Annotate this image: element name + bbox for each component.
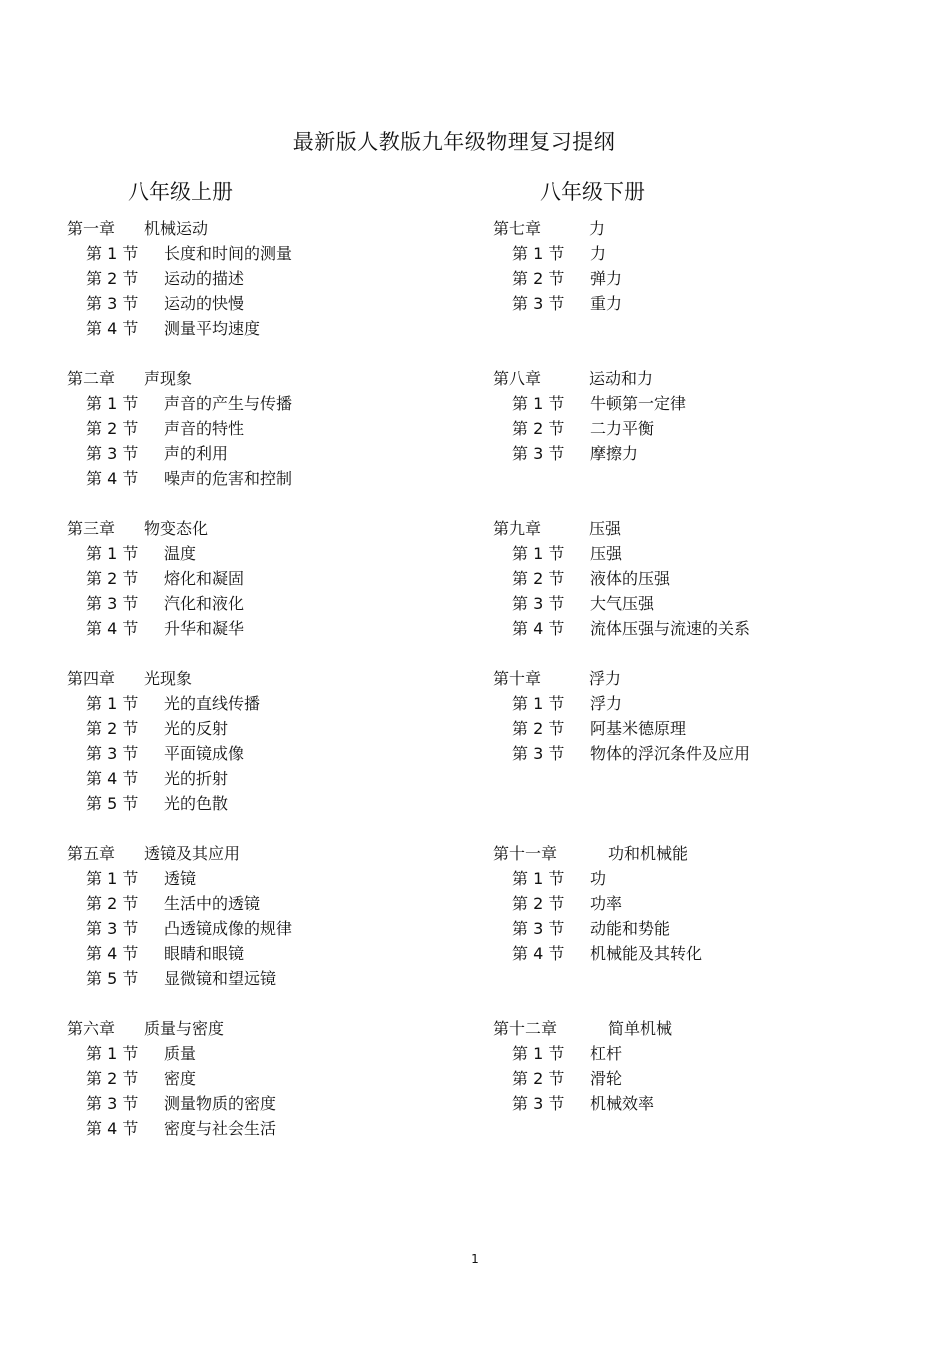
section-name: 滑轮 xyxy=(590,1069,623,1088)
section-name: 生活中的透镜 xyxy=(164,894,261,913)
section-label: 第 1 节 xyxy=(512,244,565,263)
section-label: 第 4 节 xyxy=(512,944,565,963)
chapter-name: 机械运动 xyxy=(144,219,209,238)
chapter-block xyxy=(67,216,467,341)
chapter-name: 透镜及其应用 xyxy=(144,844,241,863)
section-label: 第 4 节 xyxy=(86,1119,139,1138)
section-name: 动能和势能 xyxy=(590,919,671,938)
chapter-block xyxy=(493,216,893,341)
section-label: 第 1 节 xyxy=(86,869,139,888)
chapter-block xyxy=(493,516,893,641)
section-item xyxy=(493,1066,893,1091)
section-label: 第 2 节 xyxy=(512,569,565,588)
section-name: 温度 xyxy=(164,544,197,563)
chapter-name: 物变态化 xyxy=(144,519,209,538)
section-item xyxy=(67,591,467,616)
section-item xyxy=(493,616,893,641)
chapter-block xyxy=(67,841,467,991)
section-name: 机械效率 xyxy=(590,1094,655,1113)
section-label: 第 1 节 xyxy=(86,544,139,563)
chapter-label: 第十章 xyxy=(493,669,542,688)
section-item xyxy=(493,741,893,766)
section-label: 第 2 节 xyxy=(512,719,565,738)
section-name: 测量物质的密度 xyxy=(164,1094,277,1113)
section-item xyxy=(493,1041,893,1066)
section-name: 阿基米德原理 xyxy=(590,719,687,738)
section-label: 第 2 节 xyxy=(86,894,139,913)
section-label: 第 1 节 xyxy=(86,394,139,413)
section-item xyxy=(67,866,467,891)
section-item xyxy=(493,266,893,291)
section-label: 第 2 节 xyxy=(86,419,139,438)
section-item xyxy=(67,1116,467,1141)
section-name: 显微镜和望远镜 xyxy=(164,969,277,988)
section-label: 第 3 节 xyxy=(86,594,139,613)
chapter-heading xyxy=(493,366,893,391)
section-label: 第 5 节 xyxy=(86,794,139,813)
section-name: 光的直线传播 xyxy=(164,694,261,713)
section-label: 第 4 节 xyxy=(86,769,139,788)
section-name: 凸透镜成像的规律 xyxy=(164,919,293,938)
section-label: 第 1 节 xyxy=(86,1044,139,1063)
section-label: 第 2 节 xyxy=(512,1069,565,1088)
section-label: 第 3 节 xyxy=(86,744,139,763)
right-column-outline xyxy=(493,216,893,1166)
section-name: 声的利用 xyxy=(164,444,229,463)
section-label: 第 3 节 xyxy=(86,919,139,938)
blank-line xyxy=(493,316,893,341)
chapter-label: 第六章 xyxy=(67,1019,116,1038)
section-label: 第 3 节 xyxy=(512,1094,565,1113)
section-label: 第 2 节 xyxy=(86,269,139,288)
section-name: 声音的特性 xyxy=(164,419,245,438)
chapter-name: 简单机械 xyxy=(608,1019,673,1038)
section-item xyxy=(493,691,893,716)
section-item xyxy=(493,566,893,591)
section-label: 第 3 节 xyxy=(86,444,139,463)
section-item xyxy=(67,966,467,991)
chapter-name: 浮力 xyxy=(589,669,622,688)
page-title: 最新版人教版九年级物理复习提纲 xyxy=(292,130,616,154)
section-label: 第 3 节 xyxy=(512,744,565,763)
section-item xyxy=(67,291,467,316)
section-item xyxy=(67,716,467,741)
section-name: 功率 xyxy=(590,894,623,913)
chapter-block xyxy=(67,1016,467,1141)
chapter-label: 第七章 xyxy=(493,219,542,238)
section-item xyxy=(67,391,467,416)
section-name: 运动的快慢 xyxy=(164,294,245,313)
chapter-label: 第十一章 xyxy=(493,844,558,863)
section-name: 运动的描述 xyxy=(164,269,245,288)
blank-line xyxy=(493,791,893,816)
section-label: 第 1 节 xyxy=(86,694,139,713)
section-name: 压强 xyxy=(590,544,623,563)
chapter-heading xyxy=(493,1016,893,1041)
section-name: 重力 xyxy=(590,294,623,313)
section-item xyxy=(67,791,467,816)
section-name: 升华和凝华 xyxy=(164,619,245,638)
section-item xyxy=(493,441,893,466)
section-label: 第 1 节 xyxy=(512,694,565,713)
chapter-block xyxy=(67,516,467,641)
section-item xyxy=(67,891,467,916)
section-label: 第 4 节 xyxy=(86,944,139,963)
section-item xyxy=(493,541,893,566)
section-label: 第 4 节 xyxy=(86,469,139,488)
section-item xyxy=(67,1091,467,1116)
section-label: 第 3 节 xyxy=(512,919,565,938)
section-name: 长度和时间的测量 xyxy=(164,244,293,263)
section-item xyxy=(67,541,467,566)
section-name: 流体压强与流速的关系 xyxy=(590,619,751,638)
section-item xyxy=(493,716,893,741)
section-name: 物体的浮沉条件及应用 xyxy=(590,744,751,763)
section-item xyxy=(493,241,893,266)
section-name: 声音的产生与传播 xyxy=(164,394,293,413)
section-item xyxy=(67,766,467,791)
section-name: 杠杆 xyxy=(590,1044,623,1063)
section-item xyxy=(67,466,467,491)
section-label: 第 1 节 xyxy=(512,869,565,888)
section-label: 第 2 节 xyxy=(512,419,565,438)
left-column-heading: 八年级上册 xyxy=(128,180,233,204)
chapter-block xyxy=(493,841,893,991)
blank-line xyxy=(493,1116,893,1141)
chapter-heading xyxy=(493,666,893,691)
section-item xyxy=(493,391,893,416)
section-label: 第 1 节 xyxy=(86,244,139,263)
section-name: 牛顿第一定律 xyxy=(590,394,687,413)
section-label: 第 3 节 xyxy=(86,1094,139,1113)
chapter-heading xyxy=(493,216,893,241)
section-label: 第 3 节 xyxy=(512,294,565,313)
section-item xyxy=(67,441,467,466)
chapter-name: 力 xyxy=(589,219,606,238)
chapter-heading xyxy=(67,841,467,866)
chapter-name: 运动和力 xyxy=(589,369,654,388)
section-name: 汽化和液化 xyxy=(164,594,245,613)
chapter-heading xyxy=(67,366,467,391)
chapter-name: 声现象 xyxy=(144,369,193,388)
section-name: 摩擦力 xyxy=(590,444,639,463)
section-name: 透镜 xyxy=(164,869,197,888)
section-name: 测量平均速度 xyxy=(164,319,261,338)
section-item xyxy=(67,416,467,441)
section-item xyxy=(493,1091,893,1116)
section-name: 机械能及其转化 xyxy=(590,944,703,963)
section-label: 第 3 节 xyxy=(512,444,565,463)
section-name: 功 xyxy=(590,869,607,888)
chapter-heading xyxy=(493,516,893,541)
chapter-name: 质量与密度 xyxy=(144,1019,225,1038)
chapter-block xyxy=(493,1016,893,1141)
section-label: 第 3 节 xyxy=(86,294,139,313)
section-label: 第 1 节 xyxy=(512,1044,565,1063)
chapter-block xyxy=(493,366,893,491)
section-name: 光的折射 xyxy=(164,769,229,788)
chapter-label: 第五章 xyxy=(67,844,116,863)
section-item xyxy=(67,566,467,591)
section-name: 光的色散 xyxy=(164,794,229,813)
chapter-label: 第三章 xyxy=(67,519,116,538)
section-name: 光的反射 xyxy=(164,719,229,738)
chapter-name: 压强 xyxy=(589,519,622,538)
chapter-heading xyxy=(67,516,467,541)
section-label: 第 4 节 xyxy=(512,619,565,638)
chapter-label: 第四章 xyxy=(67,669,116,688)
section-name: 质量 xyxy=(164,1044,197,1063)
section-label: 第 2 节 xyxy=(512,894,565,913)
section-item xyxy=(493,916,893,941)
section-item xyxy=(67,941,467,966)
chapter-heading xyxy=(67,216,467,241)
section-label: 第 2 节 xyxy=(512,269,565,288)
section-item xyxy=(67,1041,467,1066)
section-name: 密度 xyxy=(164,1069,197,1088)
section-item xyxy=(67,916,467,941)
section-label: 第 4 节 xyxy=(86,319,139,338)
section-item xyxy=(493,866,893,891)
page-number: 1 xyxy=(471,1252,479,1266)
chapter-label: 第二章 xyxy=(67,369,116,388)
section-name: 浮力 xyxy=(590,694,623,713)
section-item xyxy=(67,1066,467,1091)
chapter-name: 光现象 xyxy=(144,669,193,688)
blank-line xyxy=(493,966,893,991)
section-item xyxy=(67,616,467,641)
section-name: 噪声的危害和控制 xyxy=(164,469,293,488)
section-item xyxy=(67,316,467,341)
blank-line xyxy=(493,466,893,491)
section-item xyxy=(67,741,467,766)
section-name: 密度与社会生活 xyxy=(164,1119,277,1138)
left-column-outline xyxy=(67,216,467,1166)
chapter-heading xyxy=(67,1016,467,1041)
chapter-label: 第一章 xyxy=(67,219,116,238)
chapter-label: 第九章 xyxy=(493,519,542,538)
section-item xyxy=(493,591,893,616)
section-item xyxy=(67,691,467,716)
section-label: 第 2 节 xyxy=(86,1069,139,1088)
section-item xyxy=(493,891,893,916)
section-name: 大气压强 xyxy=(590,594,655,613)
section-item xyxy=(67,241,467,266)
section-name: 熔化和凝固 xyxy=(164,569,245,588)
section-label: 第 1 节 xyxy=(512,394,565,413)
chapter-block xyxy=(67,666,467,816)
section-item xyxy=(67,266,467,291)
section-label: 第 2 节 xyxy=(86,569,139,588)
section-label: 第 2 节 xyxy=(86,719,139,738)
section-item xyxy=(493,291,893,316)
section-name: 二力平衡 xyxy=(590,419,655,438)
chapter-heading xyxy=(67,666,467,691)
section-name: 平面镜成像 xyxy=(164,744,245,763)
blank-line xyxy=(493,766,893,791)
section-label: 第 3 节 xyxy=(512,594,565,613)
chapter-block xyxy=(67,366,467,491)
section-label: 第 1 节 xyxy=(512,544,565,563)
chapter-heading xyxy=(493,841,893,866)
chapter-block xyxy=(493,666,893,816)
section-label: 第 5 节 xyxy=(86,969,139,988)
chapter-label: 第八章 xyxy=(493,369,542,388)
section-label: 第 4 节 xyxy=(86,619,139,638)
right-column-heading: 八年级下册 xyxy=(540,180,645,204)
section-item xyxy=(493,941,893,966)
section-name: 力 xyxy=(590,244,607,263)
section-item xyxy=(493,416,893,441)
chapter-label: 第十二章 xyxy=(493,1019,558,1038)
section-name: 眼睛和眼镜 xyxy=(164,944,245,963)
section-name: 弹力 xyxy=(590,269,623,288)
section-name: 液体的压强 xyxy=(590,569,671,588)
chapter-name: 功和机械能 xyxy=(608,844,689,863)
